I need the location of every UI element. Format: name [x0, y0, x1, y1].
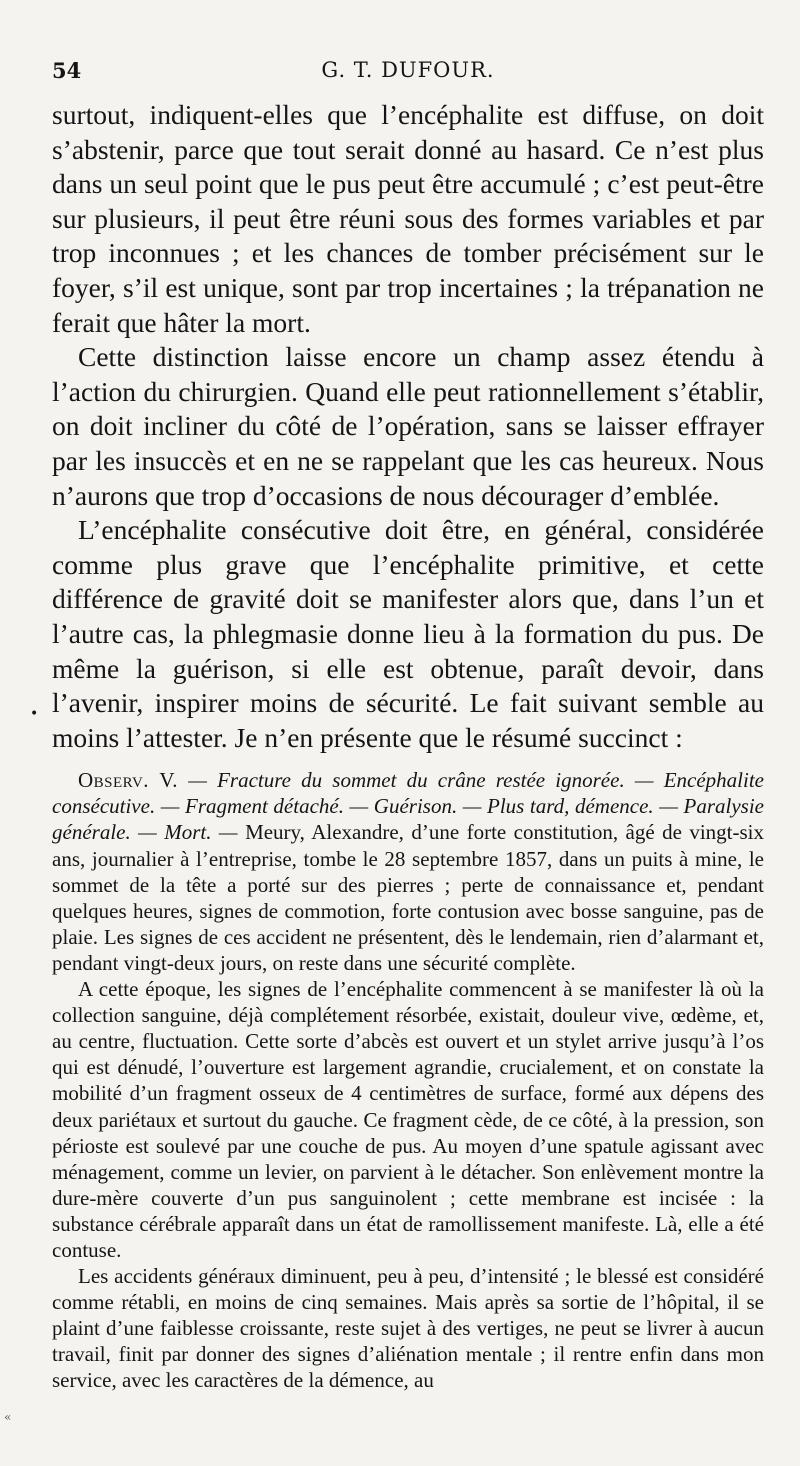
page-header — [52, 58, 764, 88]
observation-paragraph: Les accidents généraux diminuent, peu à peu, d’intensité ; le blessé est considéré comme rétabli, en moins de cinq semaines. Mais après sa sortie de l’hôpital, il se plaint d’une faiblesse croissante, reste sujet à des vertiges, ne peut se livrer à aucun travail, finit par donner des signes d’aliénation mentale ; il rentre enfin dans mon service, avec les caractères de la démence, au — [52, 1264, 764, 1393]
observation-title: — Fracture du sommet du crâne restée ignorée. — Encéphalite consécutive. — Fragment détaché. — Guérison. — Plus tard, démence. — Paralysie générale. — Mort. — — [52, 768, 764, 845]
observation-text: Meury, Alexandre, d’une forte constitution, âgé de vingt-six ans, journalier à l’entreprise, tombe le 28 septembre 1857, dans un puits à mine, le sommet de la tête a porté sur des pierres ; perte de connaissance et, pendant quelques heures, signes de commotion, forte contusion avec bosse sanguine, pas de plaie. Les signes de ces accident ne présentent, dès le lendemain, rien d’alarmant et, pendant vingt-deux jours, on reste dans une sécurité complète. — [52, 820, 765, 975]
margin-bullet: • — [30, 706, 39, 722]
edge-mark: « — [4, 1410, 12, 1424]
page-number: 54 — [52, 58, 82, 83]
paragraph: L’encéphalite consécutive doit être, en général, considérée comme plus grave que l’encéphalite primitive, et cette différence de gravité doit se manifester alors que, dans l’un et l’autre cas, la phlegmasie donne lieu à la formation du pus. De même la guérison, si elle est obtenue, paraît devoir, dans l’avenir, inspirer moins de sécurité. Le fait suivant semble au moins l’attester. Je n’en présente que le résumé succinct : — [52, 514, 764, 753]
observation-label: Observ. V. — [78, 768, 179, 793]
observation-block — [52, 767, 764, 1393]
paragraph: Cette distinction laisse encore un champ assez étendu à l’action du chirurgien. Quand elle peut rationnellement s’établir, on doit incliner du côté de l’opération, sans se laisser effrayer par les insuccès et en ne se rappelant que les cas heureux. Nous n’aurons que trop d’occasions de nous décourager d’emblée. — [52, 341, 764, 511]
observation-intro — [52, 767, 764, 976]
body-text — [52, 98, 764, 1394]
paragraph: surtout, indiquent-elles que l’encéphalite est diffuse, on doit s’abstenir, parce que tout serait donné au hasard. Ce n’est plus dans un seul point que le pus peut être accumulé ; c’est peut-être sur plusieurs, il peut être réuni sous des formes variables et par trop inconnues ; et les chances de tomber précisément sur le foyer, s’il est unique, sont par trop incertaines ; la trépanation ne ferait que hâter la mort. — [52, 99, 764, 338]
running-head: G. T. DUFOUR. — [321, 58, 495, 82]
observation-paragraph: A cette époque, les signes de l’encéphalite commencent à se manifester là où la collection sanguine, déjà complétement résorbée, existait, douleur vive, œdème, et, au centre, fluctuation. Cette sorte d’abcès est ouvert et un stylet arrive jusqu’à l’os qui est dénudé, l’ouverture est largement agrandie, crucialement, et on constate la mobilité d’un fragment osseux de 4 centimètres de surface, formé aux dépens des deux pariétaux et surtout du gauche. Ce fragment cède, de ce côté, à la pression, son périoste est soulevé par une couche de pus. Au moyen d’une spatule agissant avec ménagement, comme un levier, on parvient à le détacher. Son enlèvement montre la dure-mère couverte d’un pus sanguinolent ; cette membrane est incisée : la substance cérébrale apparaît dans un état de ramollissement manifeste. Là, elle a été contuse. — [52, 977, 764, 1262]
